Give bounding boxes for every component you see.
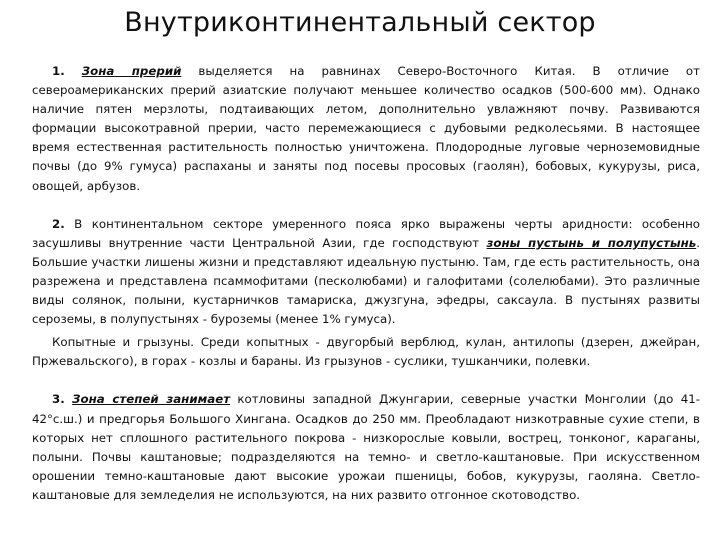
- paragraph-gap: [32, 371, 700, 390]
- paragraph-desert-zone: [32, 215, 700, 330]
- highlight-term: Зона прерий: [81, 64, 182, 78]
- paragraph-number: 3.: [52, 392, 65, 407]
- paragraph-text: . Большие участки лишены жизни и представляют идеальную пустыню. Там, где есть растительность, она разрежена и представлена псаммофитами (песколюбами) и галофитами (солелюбами). Это различные виды солянок, полыни, кустарничков тамариска, джузгуна, эфедры, саксаула. В пустынях развиты сероземы, в полупустынях - буроземы (менее 1% гумуса).: [32, 235, 700, 327]
- slide-title: Внутриконтинентальный сектор: [124, 7, 596, 38]
- paragraph-number: 2.: [52, 216, 65, 231]
- paragraph-text: выделяется на равнинах Северо-Восточного Китая. В отличие от североамериканских прерий азиатские получают меньшее количество осадков (500-600 мм). Однако наличие пятен мерзлоты, подтаивающих летом, дополнительно увлажняют почву. Развиваются формации высокотравной прерии, часто перемежающиеся с дубовыми редколесьями. В настоящее время естественная растительность полностью уничтожена. Плодородные луговые черноземовидные почвы (до 9% гумуса) распаханы и заняты под посевы просовых (гаолян), бобовых, кукурузы, риса, овощей, арбузов.: [32, 64, 700, 193]
- paragraph-prairie-zone: [32, 62, 700, 196]
- slide-body: [32, 62, 700, 505]
- paragraph-text: В континентальном секторе умеренного пояса ярко выражены черты аридности: особенно засушливы внутренние части Центральной Азии, где господствуют: [32, 216, 700, 250]
- paragraph-gap: [32, 196, 700, 215]
- paragraph-text: котловины западной Джунгарии, северные участки Монголии (до 41-42°с.ш.) и предгорья Большого Хингана. Осадков до 250 мм. Преобладают низкотравные сухие степи, в которых нет сплошного растительного покрова - низкорослые ковыли, вострец, тонконог, караганы, полыни. Почвы каштановые; подразделяются на темно- и светло-каштановые. При искусственном орошении темно-каштановые дают высокие урожаи пшеницы, бобов, кукурузы, гаоляна. Светло-каштановые для земледелия не используются, на них развито отгонное скотоводство.: [32, 392, 701, 502]
- paragraph-steppe-zone: [32, 390, 700, 505]
- paragraph-number: 1.: [52, 64, 65, 78]
- highlight-term: зоны пустынь и полупустынь: [486, 235, 697, 250]
- paragraph-fauna: Копытные и грызуны. Среди копытных - двугорбый верблюд, кулан, антилопы (дзерен, джейран, Пржевальского), в горах - козлы и бараны. Из грызунов - суслики, тушканчики, полевки.: [32, 335, 700, 369]
- highlight-term: Зона степей занимает: [72, 392, 231, 407]
